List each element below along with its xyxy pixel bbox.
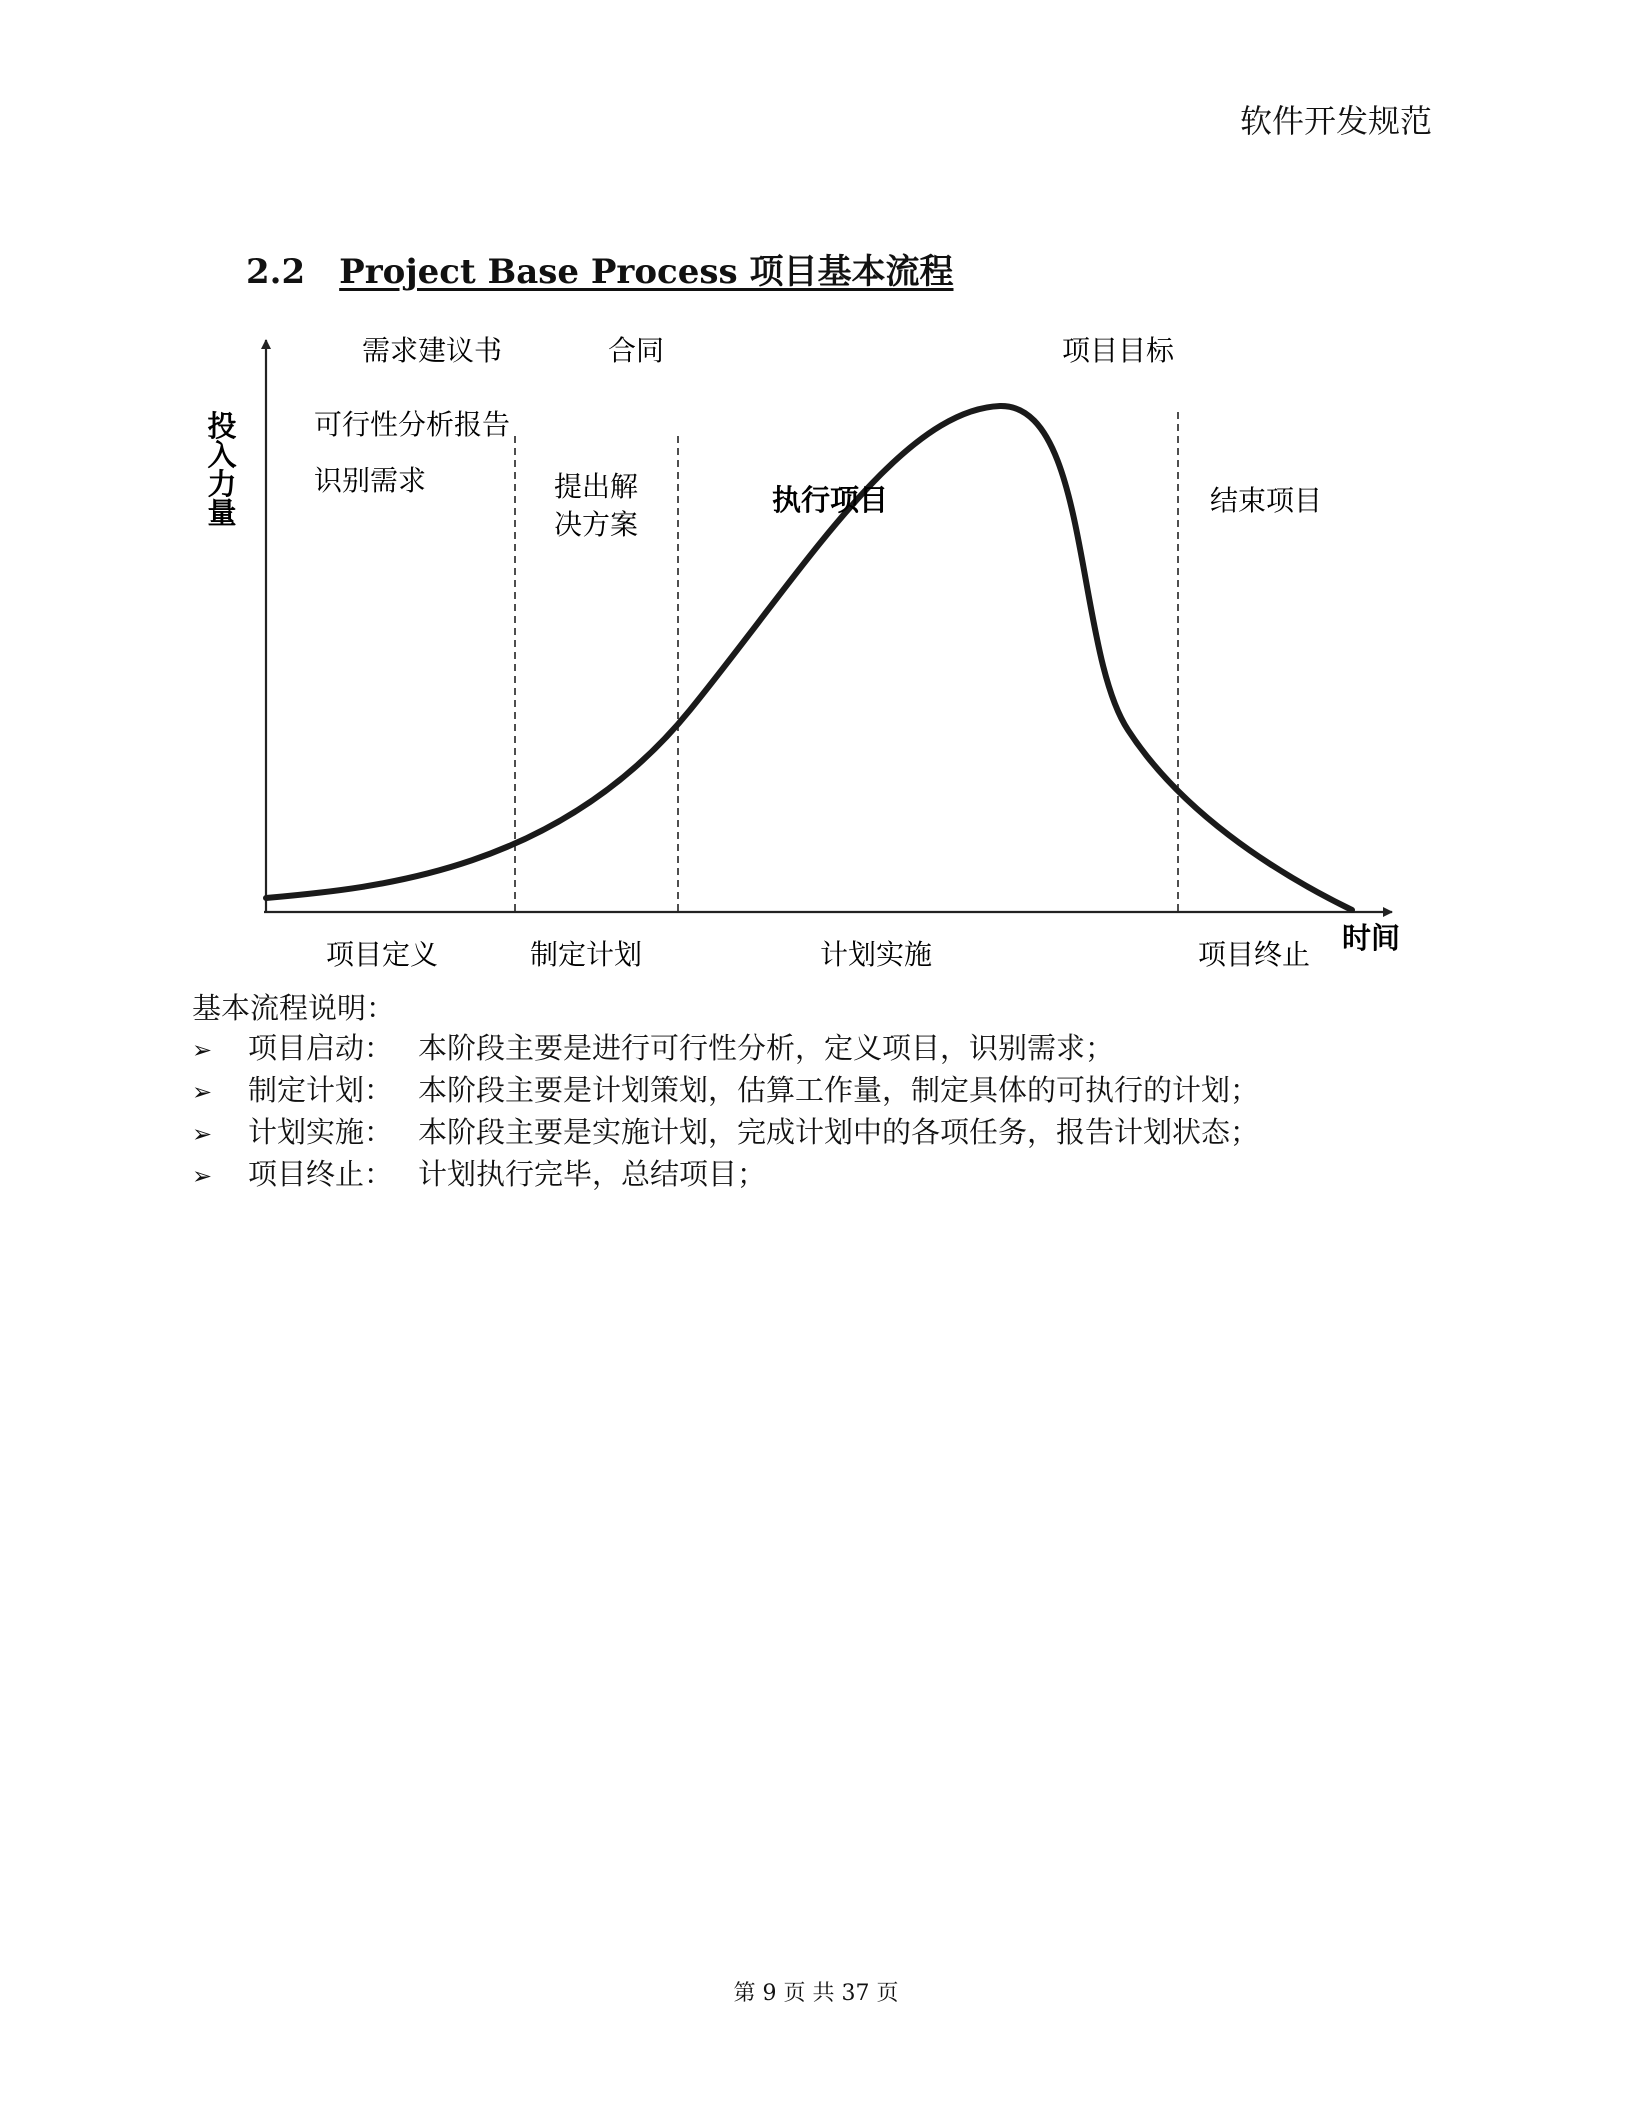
list-item-text: 本阶段主要是实施计划，完成计划中的各项任务，报告计划状态； — [418, 1115, 1260, 1149]
arrow-bullet-icon: ➢ — [192, 1162, 213, 1190]
x-axis-label: 时间 — [1342, 921, 1401, 955]
effort-curve — [266, 406, 1352, 910]
label-propose-solution-line1: 提出解 — [554, 470, 639, 503]
y-axis-label-char-2: 入 — [207, 438, 237, 472]
label-propose-solution-line2: 决方案 — [554, 508, 639, 541]
project-process-diagram — [0, 0, 1632, 1000]
list-item — [192, 1152, 766, 1193]
list-item — [192, 1068, 1259, 1109]
list-item-name: 计划实施： — [248, 1115, 394, 1149]
arrow-bullet-icon: ➢ — [192, 1036, 213, 1064]
y-axis-label-char-3: 力 — [207, 467, 237, 501]
list-item — [192, 1026, 1114, 1067]
list-item-name: 项目启动： — [248, 1031, 394, 1065]
arrow-bullet-icon: ➢ — [192, 1078, 213, 1106]
label-make-plan: 制定计划 — [530, 938, 643, 971]
section-title: Project Base Process 项目基本流程 — [339, 252, 954, 292]
label-feasibility-report: 可行性分析报告 — [314, 408, 511, 441]
page-footer: 第 9 页 共 37 页 — [733, 1981, 899, 2006]
label-close-project: 结束项目 — [1210, 484, 1323, 517]
label-project-goal: 项目目标 — [1062, 334, 1175, 367]
list-item-name: 项目终止： — [248, 1157, 394, 1191]
label-project-definition: 项目定义 — [326, 938, 439, 971]
label-contract: 合同 — [608, 334, 665, 367]
list-item-text: 本阶段主要是计划策划，估算工作量，制定具体的可执行的计划； — [418, 1073, 1260, 1107]
label-plan-implementation: 计划实施 — [820, 938, 933, 971]
label-execute-project: 执行项目 — [772, 483, 889, 517]
explanation-title: 基本流程说明： — [192, 991, 396, 1025]
section-number: 2.2 — [246, 252, 306, 292]
arrow-bullet-icon: ➢ — [192, 1120, 213, 1148]
list-item-text: 计划执行完毕，总结项目； — [418, 1157, 767, 1191]
label-requirements-proposal: 需求建议书 — [362, 334, 503, 367]
label-project-termination: 项目终止 — [1198, 938, 1311, 971]
list-item-text: 本阶段主要是进行可行性分析，定义项目，识别需求； — [418, 1031, 1115, 1065]
y-axis-label-char-4: 量 — [207, 496, 237, 530]
list-item-name: 制定计划： — [248, 1073, 394, 1107]
y-axis-label-char-1: 投 — [207, 409, 237, 443]
label-identify-requirements: 识别需求 — [314, 464, 427, 497]
header-title: 软件开发规范 — [1239, 102, 1432, 140]
list-item — [192, 1110, 1259, 1151]
